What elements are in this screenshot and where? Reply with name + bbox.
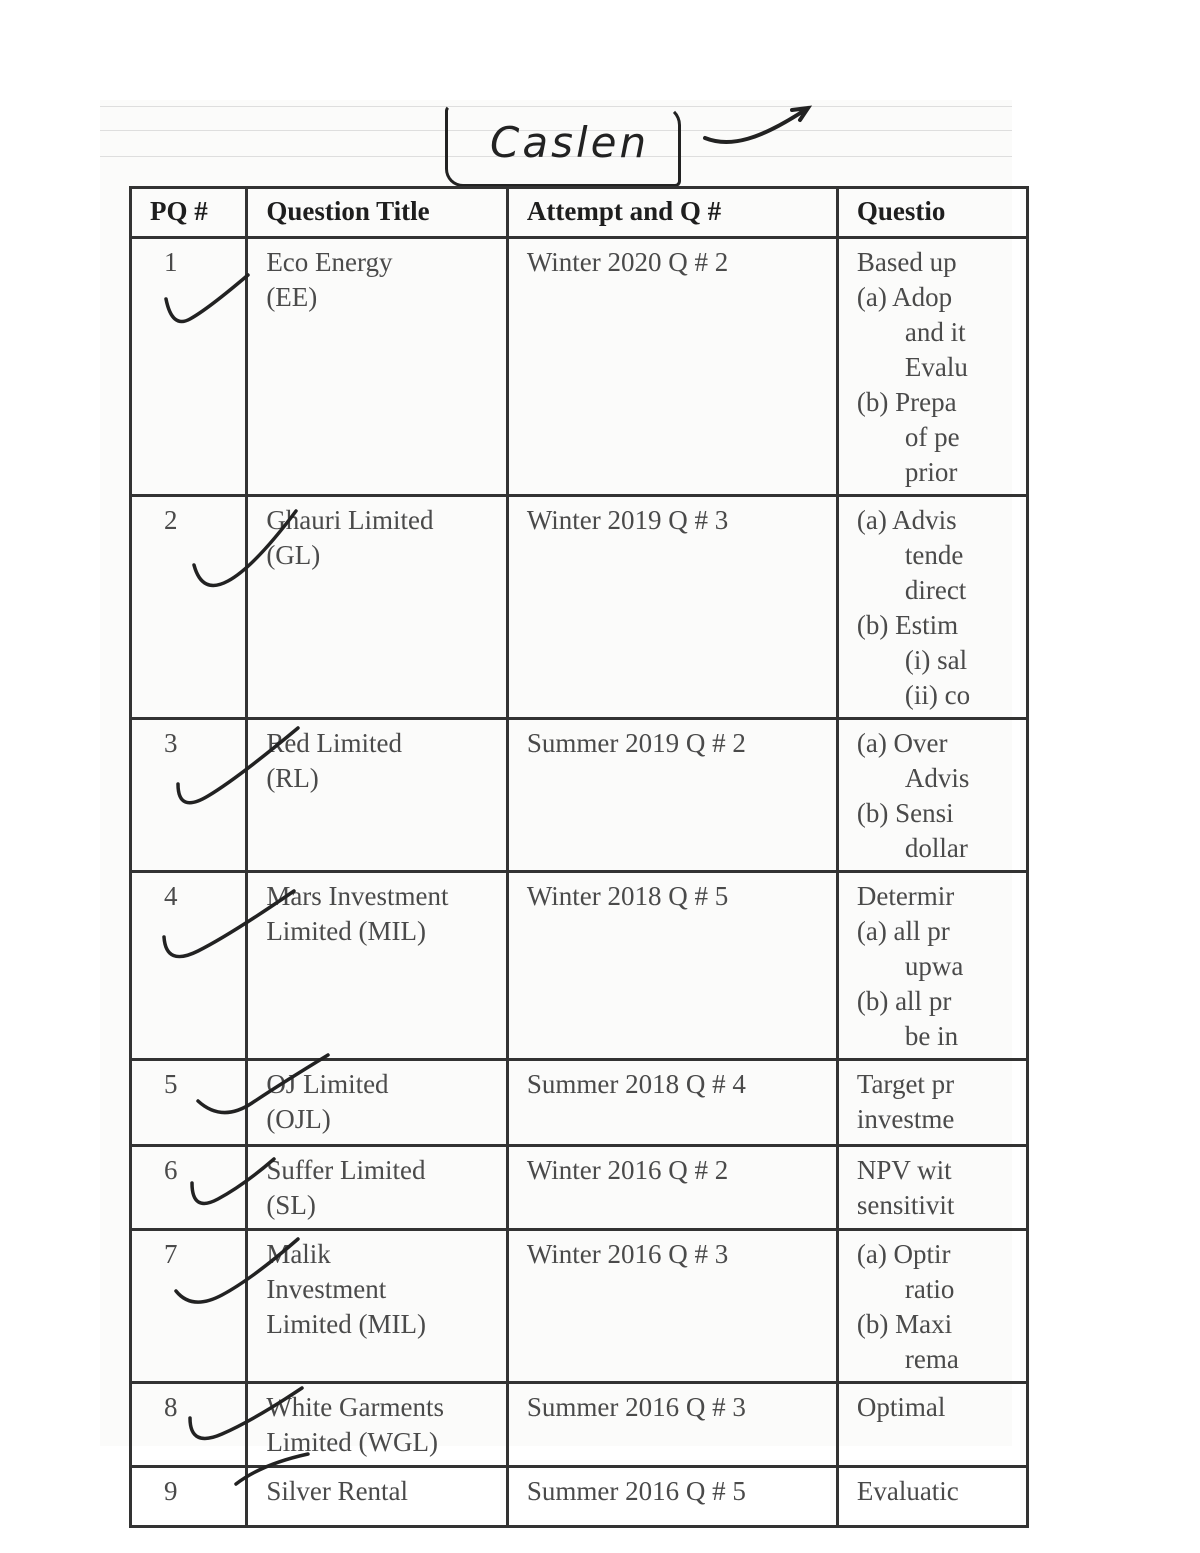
question-line: rema [904,1344,959,1374]
question-line: Target pr [856,1069,955,1099]
pq-number-cell [131,872,247,1060]
attempt-cell: Winter 2018 Q # 5 [507,872,837,1060]
question-title-cell [247,238,508,496]
question-title-line: (GL) [266,540,321,570]
header-pq-number: PQ # [131,188,247,238]
attempt-cell: Winter 2016 Q # 2 [507,1146,837,1230]
question-line: NPV wit [856,1155,952,1185]
document-photo [100,100,1012,1506]
attempt-cell: Summer 2019 Q # 2 [507,719,837,872]
handwritten-note: Caslen [490,118,650,167]
pq-number: 2 [164,505,178,535]
question-title-cell [247,872,508,1060]
question-cell [837,1230,1027,1383]
question-title-line: Eco Energy [266,247,393,277]
table-row [131,1146,1028,1230]
handwritten-stroke-icon [700,100,820,160]
question-line: direct [904,575,967,605]
pq-number: 7 [164,1239,178,1269]
pq-number: 5 [164,1069,178,1099]
question-line: (b) Prepa [856,387,957,417]
attempt-cell: Summer 2018 Q # 4 [507,1060,837,1146]
question-title-cell [247,1060,508,1146]
attempt-cell: Winter 2020 Q # 2 [507,238,837,496]
pq-number-cell [131,1060,247,1146]
question-cell [837,1383,1027,1467]
question-line: sensitivit [856,1190,955,1220]
question-cell [837,719,1027,872]
pq-number-cell [131,1467,247,1527]
question-title-line: White Garments [266,1392,445,1422]
question-title-cell [247,719,508,872]
table-row [131,1383,1028,1467]
question-title-line: (OJL) [266,1104,331,1134]
question-line: prior [904,457,958,487]
question-title-line: Silver Rental [266,1476,409,1506]
question-line: tende [904,540,964,570]
pq-number-cell [131,238,247,496]
pq-number-cell [131,1383,247,1467]
question-title-line: Mars Investment [266,881,449,911]
question-line: of pe [904,422,960,452]
question-line: (a) Optir [856,1239,951,1269]
pq-number: 6 [164,1155,178,1185]
attempt-cell: Winter 2016 Q # 3 [507,1230,837,1383]
question-title-line: Limited (MIL) [266,1309,427,1339]
question-title-cell [247,496,508,719]
question-line: upwa [904,951,964,981]
pq-number-cell [131,1230,247,1383]
question-cell [837,1060,1027,1146]
header-attempt: Attempt and Q # [507,188,837,238]
table-row [131,719,1028,872]
question-line: be in [904,1021,959,1051]
question-line: Advis [904,763,970,793]
pq-number: 4 [164,881,178,911]
checkmark-icon [162,269,252,329]
pq-number: 3 [164,728,178,758]
header-question: Questio [837,188,1027,238]
question-line: (a) Over [856,728,948,758]
question-line: (a) Adop [856,282,953,312]
table-row [131,1060,1028,1146]
pq-number-cell [131,1146,247,1230]
question-line: Determir [856,881,955,911]
question-line: Based up [856,247,957,277]
attempt-cell: Summer 2016 Q # 3 [507,1383,837,1467]
question-title-line: Investment [266,1274,387,1304]
question-line: Evalu [904,352,968,382]
question-line: (b) Sensi [856,798,954,828]
question-title-line: Suffer Limited [266,1155,426,1185]
question-line: (ii) co [904,680,971,710]
question-title-line: Limited (MIL) [266,916,427,946]
question-line: Optimal [856,1392,946,1422]
question-title-line: Ghauri Limited [266,505,434,535]
pq-number: 9 [164,1476,178,1506]
question-title-cell [247,1467,508,1527]
pq-number-cell [131,496,247,719]
question-line: (b) Estim [856,610,959,640]
question-title-line: (SL) [266,1190,316,1220]
question-line: and it [904,317,966,347]
question-title-cell [247,1146,508,1230]
question-title-cell [247,1383,508,1467]
table-row [131,1467,1028,1527]
question-line: (b) all pr [856,986,952,1016]
pq-number: 1 [164,247,178,277]
past-questions-table [129,186,1029,1528]
question-cell [837,238,1027,496]
question-title-line: Red Limited [266,728,403,758]
question-title-line: (RL) [266,763,319,793]
table-row [131,238,1028,496]
question-cell [837,872,1027,1060]
table-header-row [131,188,1028,238]
question-title-line: Limited (WGL) [266,1427,439,1457]
question-title-line: OJ Limited [266,1069,389,1099]
question-line: (a) all pr [856,916,950,946]
question-cell [837,496,1027,719]
pq-number: 8 [164,1392,178,1422]
question-line: Evaluatic [856,1476,959,1506]
table-row [131,496,1028,719]
attempt-cell: Winter 2019 Q # 3 [507,496,837,719]
header-question-title: Question Title [247,188,508,238]
attempt-cell: Summer 2016 Q # 5 [507,1467,837,1527]
question-title-line: (EE) [266,282,318,312]
question-title-line: Malik [266,1239,331,1269]
pq-number-cell [131,719,247,872]
table-row [131,872,1028,1060]
question-line: (b) Maxi [856,1309,953,1339]
question-cell [837,1146,1027,1230]
question-line: dollar [904,833,968,863]
question-title-cell [247,1230,508,1383]
question-line: investme [856,1104,955,1134]
question-line: ratio [904,1274,955,1304]
question-line: (a) Advis [856,505,957,535]
question-cell [837,1467,1027,1527]
table-row [131,1230,1028,1383]
question-line: (i) sal [904,645,968,675]
